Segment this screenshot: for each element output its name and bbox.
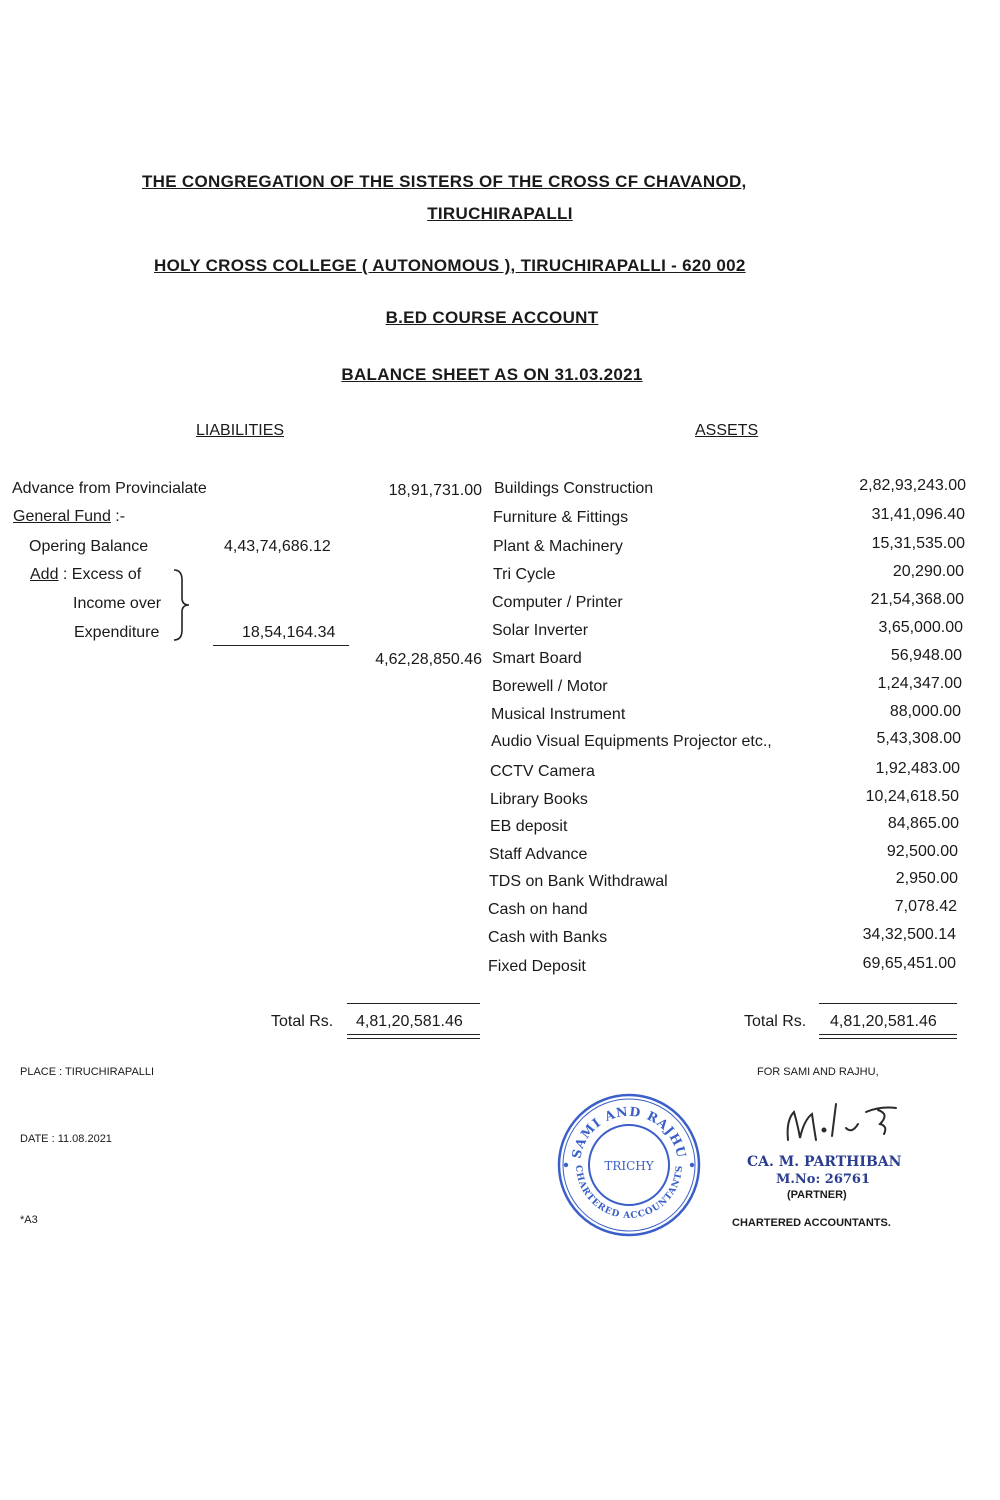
asset-value: 1,92,483.00 xyxy=(875,760,960,777)
asset-value: 69,65,451.00 xyxy=(862,955,956,972)
asset-name: Furniture & Fittings xyxy=(493,509,629,526)
right-total-bottom-rule-2 xyxy=(819,1038,957,1039)
asset-value: 20,290.00 xyxy=(892,563,964,580)
asset-name: Musical Instrument xyxy=(491,706,626,723)
ref-text: *A3 xyxy=(20,1214,38,1226)
subtotal-rule xyxy=(213,645,349,646)
fund-total-value: 4,62,28,850.46 xyxy=(375,651,482,668)
advance-label: Advance from Provincialate xyxy=(12,480,207,497)
asset-value: 21,54,368.00 xyxy=(870,591,964,608)
seal-graphic xyxy=(559,1095,699,1235)
left-total-top-rule xyxy=(347,1003,480,1004)
liabilities-heading: LIABILITIES xyxy=(196,422,285,439)
asset-name: Plant & Machinery xyxy=(493,538,623,555)
sheet-title: BALANCE SHEET AS ON 31.03.2021 xyxy=(341,365,643,384)
excess-line3: Expenditure xyxy=(74,624,160,641)
asset-name: Computer / Printer xyxy=(492,594,623,611)
asset-name: CCTV Camera xyxy=(490,763,595,780)
opening-balance-label: Opering Balance xyxy=(29,538,149,555)
asset-value: 88,000.00 xyxy=(889,703,961,720)
general-fund-suffix: :- xyxy=(110,508,126,525)
asset-value: 2,950.00 xyxy=(895,870,958,887)
asset-name: Borewell / Motor xyxy=(492,678,608,695)
org-title: THE CONGREGATION OF THE SISTERS OF THE CROSS CF CHAVANOD, xyxy=(142,172,747,191)
date-text: DATE : 11.08.2021 xyxy=(20,1133,112,1145)
brace-icon xyxy=(170,568,192,642)
excess-line1 xyxy=(30,566,141,584)
asset-name: Smart Board xyxy=(492,650,582,667)
seal-center-text: TRICHY xyxy=(604,1159,654,1173)
asset-value: 1,24,347.00 xyxy=(877,675,962,692)
for-firm-text: FOR SAMI AND RAJHU, xyxy=(757,1066,879,1078)
seal-stamp-icon xyxy=(556,1092,702,1238)
right-total-label: Total Rs. xyxy=(744,1013,807,1030)
asset-value: 3,65,000.00 xyxy=(878,619,963,636)
right-total-top-rule xyxy=(819,1003,957,1004)
org-city: TIRUCHIRAPALLI xyxy=(427,204,573,223)
asset-name: Solar Inverter xyxy=(492,622,589,639)
place-text: PLACE : TIRUCHIRAPALLI xyxy=(20,1066,155,1078)
asset-name: EB deposit xyxy=(490,818,568,835)
college-title: HOLY CROSS COLLEGE ( AUTONOMOUS ), TIRUCHIRAPALLI - 620 002 xyxy=(154,256,746,275)
right-total-bottom-rule xyxy=(819,1034,957,1035)
asset-name: Cash on hand xyxy=(488,901,588,918)
left-total-bottom-rule xyxy=(347,1034,480,1035)
asset-name: Cash with Banks xyxy=(488,929,608,946)
signature-icon xyxy=(780,1090,910,1150)
assets-heading: ASSETS xyxy=(695,422,759,439)
opening-balance-value: 4,43,74,686.12 xyxy=(224,538,331,555)
asset-value: 2,82,93,243.00 xyxy=(859,477,966,494)
excess-text-1: : Excess of xyxy=(58,566,142,583)
partner-role: (PARTNER) xyxy=(787,1189,847,1201)
left-total-value: 4,81,20,581.46 xyxy=(356,1013,463,1030)
asset-value: 5,43,308.00 xyxy=(876,730,961,747)
right-total-value: 4,81,20,581.46 xyxy=(830,1013,937,1030)
left-total-bottom-rule-2 xyxy=(347,1038,480,1039)
general-fund-text: General Fund xyxy=(13,508,111,525)
asset-name: Fixed Deposit xyxy=(488,958,586,975)
asset-name: Audio Visual Equipments Projector etc., xyxy=(491,733,772,750)
signer-name: CA. M. PARTHIBAN xyxy=(747,1154,902,1170)
asset-name: TDS on Bank Withdrawal xyxy=(489,873,668,890)
advance-value: 18,91,731.00 xyxy=(388,482,482,499)
seal-top-text: SAMI AND RAJHU xyxy=(568,1103,690,1160)
excess-value: 18,54,164.34 xyxy=(242,624,336,641)
svg-text:SAMI AND RAJHU xyxy=(568,1104,689,1160)
asset-value: 10,24,618.50 xyxy=(865,788,959,805)
seal-bottom-text: CHARTERED ACCOUNTANTS xyxy=(572,1164,686,1222)
asset-value: 84,865.00 xyxy=(887,815,959,832)
membership-number: M.No: 26761 xyxy=(776,1172,871,1187)
add-label: Add xyxy=(30,566,59,583)
left-total-label: Total Rs. xyxy=(271,1013,334,1030)
asset-value: 56,948.00 xyxy=(890,647,962,664)
asset-value: 31,41,096.40 xyxy=(871,506,965,523)
asset-value: 34,32,500.14 xyxy=(862,926,956,943)
asset-value: 92,500.00 xyxy=(886,843,958,860)
asset-name: Buildings Construction xyxy=(494,480,654,497)
asset-value: 7,078.42 xyxy=(894,898,957,915)
excess-line2: Income over xyxy=(73,595,162,612)
firm-type: CHARTERED ACCOUNTANTS. xyxy=(732,1217,891,1229)
asset-value: 15,31,535.00 xyxy=(871,535,965,552)
course-title: B.ED COURSE ACCOUNT xyxy=(385,308,599,327)
asset-name: Library Books xyxy=(490,791,588,808)
general-fund-label xyxy=(13,508,125,526)
asset-name: Staff Advance xyxy=(489,846,588,863)
asset-name: Tri Cycle xyxy=(493,566,556,583)
